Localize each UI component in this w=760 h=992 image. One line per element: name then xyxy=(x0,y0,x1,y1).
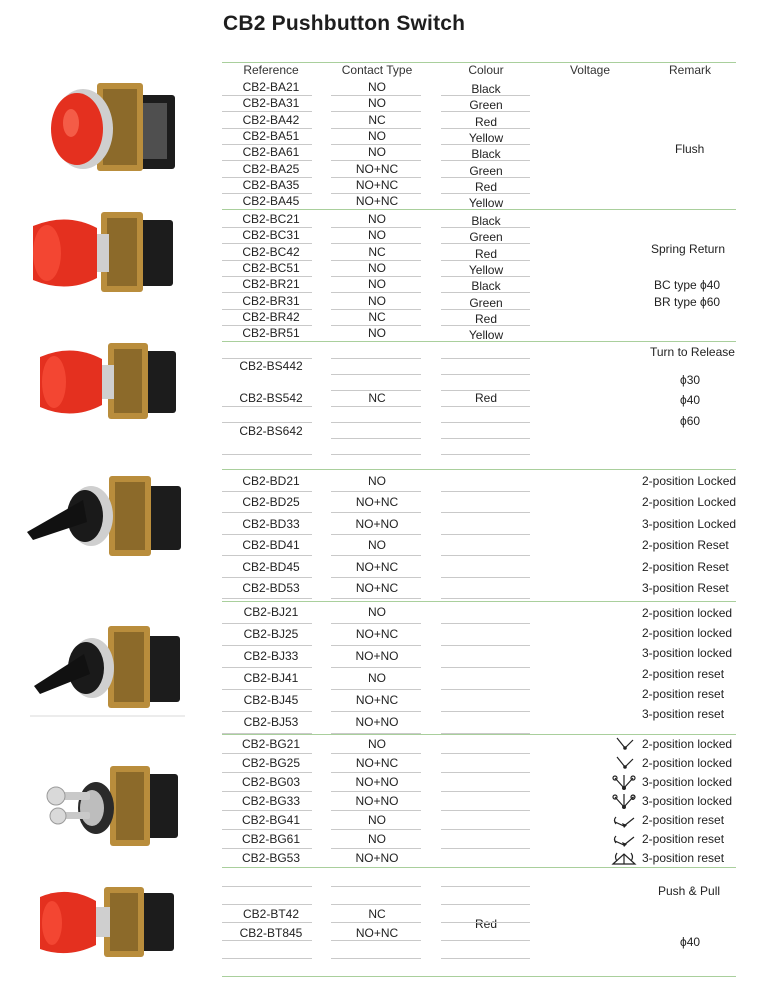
photo-push-pull-red-mushroom xyxy=(38,883,178,963)
row-rule xyxy=(222,829,312,830)
row-rule xyxy=(441,940,530,941)
row-rule xyxy=(441,772,530,773)
row-rule xyxy=(222,772,312,773)
row-rule xyxy=(222,958,312,959)
remark-text: ϕ30 xyxy=(680,373,701,387)
cell-contact-type: NO+NC xyxy=(355,495,399,510)
cell-reference: CB2-BA61 xyxy=(242,145,300,160)
remark-text: 2-position locked xyxy=(642,737,733,751)
row-rule xyxy=(441,454,530,455)
cell-colour: Green xyxy=(469,295,503,310)
cell-reference: CB2-BG53 xyxy=(241,851,301,865)
cell-reference: CB2-BA25 xyxy=(242,161,300,176)
row-rule xyxy=(441,555,530,556)
cell-contact-type: NO xyxy=(368,260,386,275)
row-rule xyxy=(441,95,530,96)
cell-reference: CB2-BT845 xyxy=(239,926,303,940)
cell-reference: CB2-BC42 xyxy=(242,244,300,259)
row-rule xyxy=(441,829,530,830)
cell-reference: CB2-BA21 xyxy=(242,80,300,94)
remark-text: 3-position reset xyxy=(642,851,725,865)
cell-contact-type: NC xyxy=(368,112,386,127)
cell-colour: Yellow xyxy=(468,130,504,145)
remark-text: 2-position locked xyxy=(642,626,733,641)
row-rule xyxy=(441,534,530,535)
row-rule xyxy=(441,390,530,391)
cell-reference: CB2-BG21 xyxy=(241,737,301,751)
remark-text: Push & Pull xyxy=(658,884,721,898)
row-rule xyxy=(441,512,530,513)
cell-colour: Green xyxy=(469,163,503,178)
cell-contact-type: NO xyxy=(368,145,386,160)
cell-colour: Black xyxy=(471,147,501,162)
photo-key-selector-switch xyxy=(42,762,182,852)
2pos-reset-symbol-icon xyxy=(609,829,639,849)
cell-contact-type: NO+NC xyxy=(355,926,399,940)
cell-contact-type: NO+NO xyxy=(355,775,399,789)
cell-contact-type: NO+NO xyxy=(355,516,399,531)
row-rule xyxy=(331,577,421,578)
row-rule xyxy=(222,810,312,811)
cell-reference: CB2-BS442 xyxy=(239,359,303,373)
cell-contact-type: NO xyxy=(368,605,386,619)
row-rule xyxy=(331,390,421,391)
row-rule xyxy=(441,177,530,178)
row-rule xyxy=(222,577,312,578)
row-rule xyxy=(441,358,530,359)
cell-reference: CB2-BG03 xyxy=(241,775,301,789)
photo-selector-long-handle xyxy=(30,620,185,718)
row-rule xyxy=(222,358,312,359)
cell-reference: CB2-BC31 xyxy=(242,228,300,243)
cell-reference: CB2-BC51 xyxy=(242,260,300,275)
remark-text: 2-position Locked xyxy=(642,474,737,488)
remark-text: 3-position locked xyxy=(642,646,733,661)
row-rule xyxy=(331,623,421,624)
row-rule xyxy=(441,243,530,244)
group-separator xyxy=(222,209,736,210)
row-rule xyxy=(331,904,421,905)
remark-text: 2-position Reset xyxy=(642,559,729,574)
group-separator xyxy=(222,469,736,470)
cell-contact-type: NO xyxy=(368,128,386,143)
cell-reference: CB2-BJ45 xyxy=(243,693,299,707)
row-rule xyxy=(331,555,421,556)
cell-reference: CB2-BA42 xyxy=(242,112,300,127)
cell-colour: Red xyxy=(474,311,497,326)
row-rule xyxy=(441,886,530,887)
svg-text:3: 3 xyxy=(631,795,635,802)
row-rule xyxy=(222,645,312,646)
row-rule xyxy=(331,753,421,754)
row-rule xyxy=(441,904,530,905)
cell-contact-type: NO+NC xyxy=(355,194,399,209)
header-reference: Reference xyxy=(243,63,299,77)
row-rule xyxy=(222,406,312,407)
row-rule xyxy=(441,111,530,112)
row-rule xyxy=(331,438,421,439)
cell-contact-type: NO xyxy=(368,671,386,685)
row-rule xyxy=(331,598,421,599)
row-rule xyxy=(441,667,530,668)
cell-reference: CB2-BC21 xyxy=(242,212,300,226)
row-rule xyxy=(331,829,421,830)
remark-text: Flush xyxy=(675,142,705,156)
cell-contact-type: NO+NC xyxy=(355,581,399,595)
remark-text: BC type ϕ40 xyxy=(654,278,721,292)
cell-reference: CB2-BA51 xyxy=(242,128,300,143)
row-rule xyxy=(222,512,312,513)
row-rule xyxy=(441,128,530,129)
group-separator xyxy=(222,867,736,868)
remark-text: 3-position reset xyxy=(642,707,725,721)
cell-reference: CB2-BD21 xyxy=(242,474,300,488)
row-rule xyxy=(441,922,530,923)
cell-contact-type: NO xyxy=(368,474,386,488)
cell-contact-type: NO xyxy=(368,212,386,226)
cell-contact-type: NO+NC xyxy=(355,693,399,707)
cell-reference: CB2-BJ33 xyxy=(243,649,299,663)
page-title: CB2 Pushbutton Switch xyxy=(223,12,466,35)
row-rule xyxy=(222,711,312,712)
cell-contact-type: NO+NO xyxy=(355,649,399,663)
header-remark: Remark xyxy=(668,63,711,77)
cell-reference: CB2-BS542 xyxy=(239,391,303,405)
remark-text: 3-position Reset xyxy=(642,581,729,595)
group-separator xyxy=(222,976,736,977)
row-rule xyxy=(441,193,530,194)
cell-reference: CB2-BS642 xyxy=(239,424,303,438)
cell-reference: CB2-BG41 xyxy=(241,813,301,827)
cell-reference: CB2-BG33 xyxy=(241,794,301,808)
remark-text: Spring Return xyxy=(651,242,726,256)
cell-colour: Black xyxy=(471,82,501,96)
row-rule xyxy=(441,260,530,261)
cell-reference: CB2-BJ25 xyxy=(243,627,299,641)
row-rule xyxy=(441,144,530,145)
cell-contact-type: NO xyxy=(368,737,386,751)
2pos-locked-symbol-icon xyxy=(609,753,639,773)
row-rule xyxy=(331,645,421,646)
cell-colour: Black xyxy=(471,279,501,294)
cell-contact-type: NO+NO xyxy=(355,715,399,729)
cell-reference: CB2-BD53 xyxy=(242,581,300,595)
row-rule xyxy=(441,711,530,712)
photo-turn-release-red-mushroom xyxy=(36,337,181,427)
row-rule xyxy=(222,454,312,455)
cell-reference: CB2-BD41 xyxy=(242,538,300,553)
row-rule xyxy=(331,406,421,407)
group-separator xyxy=(222,601,736,602)
row-rule xyxy=(331,358,421,359)
row-rule xyxy=(222,922,312,923)
row-rule xyxy=(331,791,421,792)
row-rule xyxy=(222,667,312,668)
cell-reference: CB2-BD33 xyxy=(242,516,300,531)
cell-colour: Green xyxy=(469,230,503,245)
remark-text: 2-position reset xyxy=(642,832,725,846)
cell-reference: CB2-BR51 xyxy=(242,326,300,341)
row-rule xyxy=(222,422,312,423)
row-rule xyxy=(331,848,421,849)
remark-text: 2-position reset xyxy=(642,813,725,827)
row-rule xyxy=(222,753,312,754)
remark-text: 2-position reset xyxy=(642,686,725,701)
cell-reference: CB2-BA31 xyxy=(242,96,300,111)
row-rule xyxy=(331,886,421,887)
row-rule xyxy=(441,689,530,690)
cell-colour: Black xyxy=(471,214,501,228)
cell-contact-type: NO+NC xyxy=(355,627,399,641)
row-rule xyxy=(331,667,421,668)
remark-text: 3-position Locked xyxy=(642,516,737,531)
row-rule xyxy=(222,534,312,535)
remark-text: ϕ40 xyxy=(680,935,701,949)
cell-reference: CB2-BR42 xyxy=(242,309,300,324)
row-rule xyxy=(441,309,530,310)
remark-text: 2-position locked xyxy=(642,756,733,770)
cell-contact-type: NO+NC xyxy=(355,177,399,192)
row-rule xyxy=(441,848,530,849)
row-rule xyxy=(441,598,530,599)
remark-text: ϕ60 xyxy=(680,414,701,428)
photo-flush-red-pushbutton xyxy=(35,73,185,183)
row-rule xyxy=(441,406,530,407)
cell-colour: Red xyxy=(474,246,497,261)
remark-text: 2-position Reset xyxy=(642,538,729,553)
row-rule xyxy=(331,689,421,690)
remark-text: 3-position locked xyxy=(642,775,733,789)
row-rule xyxy=(441,791,530,792)
row-rule xyxy=(222,689,312,690)
table-top-rule xyxy=(222,62,736,63)
cell-reference: CB2-BJ41 xyxy=(243,671,299,685)
row-rule xyxy=(331,810,421,811)
cell-contact-type: NO xyxy=(368,80,386,94)
remark-text: 2-position locked xyxy=(642,606,733,620)
row-rule xyxy=(441,292,530,293)
cell-contact-type: NC xyxy=(368,907,386,921)
cell-contact-type: NO+NC xyxy=(355,161,399,176)
header-contact-type: Contact Type xyxy=(341,63,413,77)
remark-text: Turn to Release xyxy=(650,345,735,359)
cell-contact-type: NO xyxy=(368,228,386,243)
remark-text: 2-position reset xyxy=(642,666,725,681)
group-separator xyxy=(222,734,736,735)
cell-reference: CB2-BG25 xyxy=(241,756,301,770)
cell-reference: CB2-BA45 xyxy=(242,194,300,209)
cell-reference: CB2-BR21 xyxy=(242,277,300,292)
cell-contact-type: NO xyxy=(368,96,386,111)
row-rule xyxy=(222,886,312,887)
cell-reference: CB2-BJ53 xyxy=(243,715,299,729)
row-rule xyxy=(331,940,421,941)
row-rule xyxy=(222,940,312,941)
row-rule xyxy=(222,904,312,905)
2pos-locked-symbol-icon xyxy=(609,734,639,754)
group-separator xyxy=(222,341,736,342)
cell-contact-type: NO+NO xyxy=(355,794,399,808)
row-rule xyxy=(331,454,421,455)
3pos-locked-symbol-icon xyxy=(609,791,639,811)
remark-text: 2-position Locked xyxy=(642,495,737,510)
row-rule xyxy=(441,577,530,578)
row-rule xyxy=(441,276,530,277)
cell-contact-type: NO xyxy=(368,326,386,341)
row-rule xyxy=(222,848,312,849)
3pos-locked-symbol-icon xyxy=(609,772,639,792)
header-colour: Colour xyxy=(468,63,504,77)
cell-colour: Red xyxy=(474,917,497,931)
cell-reference: CB2-BD45 xyxy=(242,559,300,574)
row-rule xyxy=(441,325,530,326)
row-rule xyxy=(331,422,421,423)
cell-contact-type: NO+NO xyxy=(355,851,399,865)
cell-contact-type: NO xyxy=(368,813,386,827)
cell-contact-type: NO xyxy=(368,293,386,308)
remark-text: ϕ40 xyxy=(680,393,701,407)
cell-colour: Red xyxy=(474,179,497,194)
cell-contact-type: NO xyxy=(368,277,386,292)
row-rule xyxy=(441,422,530,423)
cell-colour: Red xyxy=(474,114,497,129)
row-rule xyxy=(222,791,312,792)
row-rule xyxy=(331,958,421,959)
cell-contact-type: NO xyxy=(368,832,386,846)
row-rule xyxy=(331,772,421,773)
row-rule xyxy=(441,227,530,228)
row-rule xyxy=(331,711,421,712)
cell-colour: Red xyxy=(474,391,497,405)
photo-selector-short-handle xyxy=(25,470,185,562)
row-rule xyxy=(222,623,312,624)
cell-reference: CB2-BD25 xyxy=(242,495,300,510)
row-rule xyxy=(222,598,312,599)
row-rule xyxy=(441,374,530,375)
remark-text: 3-position locked xyxy=(642,794,733,808)
row-rule xyxy=(222,555,312,556)
cell-reference: CB2-BA35 xyxy=(242,177,300,192)
row-rule xyxy=(441,958,530,959)
cell-contact-type: NO+NC xyxy=(355,559,399,574)
cell-contact-type: NC xyxy=(368,244,386,259)
row-rule xyxy=(441,810,530,811)
cell-reference: CB2-BJ21 xyxy=(243,605,299,619)
header-voltage: Voltage xyxy=(569,63,611,77)
photo-mushroom-red-pushbutton xyxy=(27,208,177,298)
cell-reference: CB2-BR31 xyxy=(242,293,300,308)
cell-contact-type: NC xyxy=(368,391,386,405)
row-rule xyxy=(331,491,421,492)
cell-colour: Yellow xyxy=(468,262,504,277)
row-rule xyxy=(331,374,421,375)
row-rule xyxy=(331,922,421,923)
cell-reference: CB2-BG61 xyxy=(241,832,301,846)
2pos-reset-symbol-icon xyxy=(609,810,639,830)
row-rule xyxy=(441,753,530,754)
cell-colour: Yellow xyxy=(468,328,504,343)
cell-colour: Green xyxy=(469,98,503,113)
row-rule xyxy=(222,491,312,492)
cell-contact-type: NO xyxy=(368,538,386,553)
row-rule xyxy=(331,512,421,513)
cell-contact-type: NC xyxy=(368,309,386,324)
row-rule xyxy=(441,160,530,161)
cell-contact-type: NO+NC xyxy=(355,756,399,770)
row-rule xyxy=(441,438,530,439)
row-rule xyxy=(331,534,421,535)
row-rule xyxy=(441,623,530,624)
row-rule xyxy=(441,491,530,492)
cell-colour: Yellow xyxy=(468,196,504,211)
3pos-reset-symbol-icon xyxy=(609,848,639,868)
row-rule xyxy=(441,645,530,646)
cell-reference: CB2-BT42 xyxy=(242,907,300,921)
remark-text: BR type ϕ60 xyxy=(654,295,721,309)
